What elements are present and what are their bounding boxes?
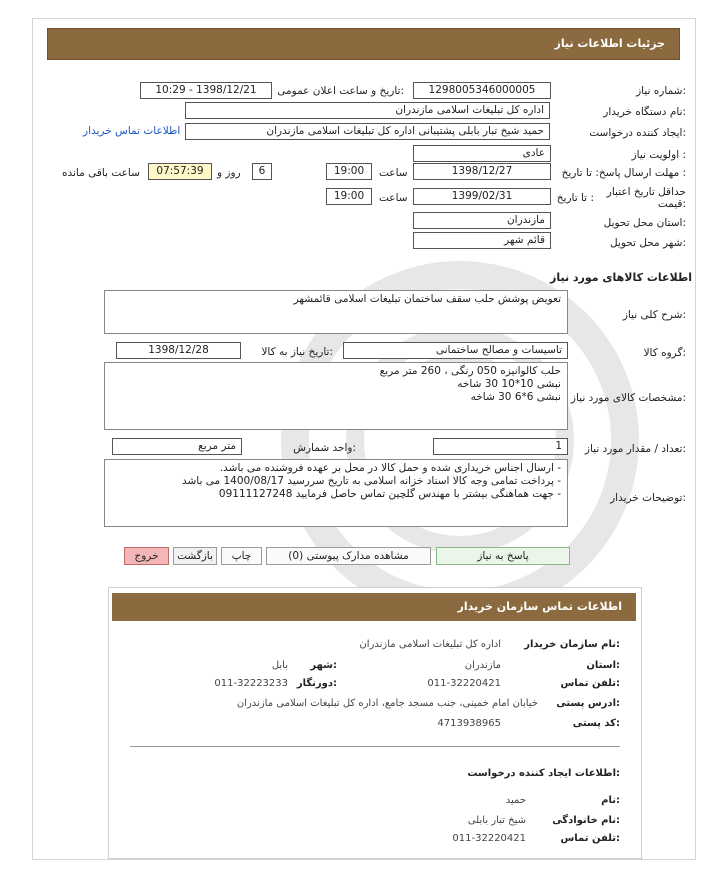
postal-code-label: کد پستی: <box>572 718 620 729</box>
postal-code-value: 4713938965 <box>437 718 501 729</box>
attachments-button[interactable]: مشاهده مدارک پیوستی (0) <box>266 547 431 565</box>
fax-value: 011-32223233 <box>214 678 288 689</box>
address-value: خیابان امام خمینی، جنب مسجد جامع، اداره کل تبلیغات اسلامی مازندران <box>236 698 538 709</box>
city-label: شهر: <box>310 660 337 671</box>
reply-deadline-date: 1398/12/27 <box>413 163 551 180</box>
summary-field: تعویض پوشش حلب سقف ساختمان تبلیغات اسلامی قائمشهر <box>104 290 568 334</box>
price-validity-date-label: تا تاریخ : <box>556 192 594 204</box>
org-name-label: نام سازمان خریدار: <box>524 639 620 650</box>
first-name-value: حمید <box>505 795 526 806</box>
days-label: روز و <box>217 167 241 179</box>
price-validity-time: 19:00 <box>326 188 372 205</box>
delivery-province-label: استان محل تحویل: <box>603 217 686 229</box>
fax-label: دورنگار: <box>296 678 337 689</box>
reply-deadline-time: 19:00 <box>326 163 372 180</box>
announce-datetime-field: 1398/12/21 - 10:29 <box>140 82 272 99</box>
summary-label: شرح کلی نیاز: <box>622 309 686 321</box>
reply-deadline-label: مهلت ارسال پاسخ: تا تاریخ : <box>561 167 686 179</box>
contact-divider <box>130 746 620 747</box>
delivery-city-field: قائم شهر <box>413 232 551 249</box>
address-label: ادرس پستی: <box>556 698 620 709</box>
note-line: - جهت هماهنگی بیشتر با مهندس گلچین تماس حاصل فرمایید 09111127248 <box>218 488 561 500</box>
need-number-label: شماره نیاز: <box>636 85 686 97</box>
unit-label: واحد شمارش: <box>293 442 356 454</box>
price-validity-time-label: ساعت <box>379 192 408 204</box>
phone-value: 011-32220421 <box>427 678 501 689</box>
exit-button[interactable]: خروج <box>124 547 169 565</box>
quantity-label: تعداد / مقدار مورد نیاز: <box>584 443 686 455</box>
creator-phone-label: تلفن تماس: <box>560 833 620 844</box>
goods-group-label: گروه کالا: <box>643 347 686 359</box>
note-line: - ارسال اجناس خریداری شده و حمل کالا در محل بر عهده فروشنده می باشد. <box>219 462 561 474</box>
buyer-org-label: نام دستگاه خریدار: <box>603 106 686 118</box>
contact-header <box>112 593 636 621</box>
goods-group-field: تاسیسات و مصالح ساختمانی <box>343 342 568 359</box>
unit-field: متر مربع <box>112 438 242 455</box>
spec-line: حلب کالوانیزه 050 رنگی ، 260 متر مربع <box>379 365 561 377</box>
page-title: جزئیات اطلاعات نیاز <box>554 37 665 50</box>
price-validity-label: حداقل تاریخ اعتبار قیمت: <box>606 186 686 210</box>
org-name-value: اداره کل تبلیغات اسلامی مازندران <box>359 639 501 650</box>
delivery-province-field: مازندران <box>413 212 551 229</box>
print-button[interactable]: چاپ <box>221 547 262 565</box>
goods-section-title: اطلاعات کالاهای مورد نیاز <box>550 271 692 284</box>
priority-label: اولویت نیاز : <box>631 149 686 161</box>
specs-label: مشخصات کالای مورد نیاز: <box>570 392 686 404</box>
specs-field <box>104 362 568 430</box>
creator-title: اطلاعات ایجاد کننده درخواست: <box>467 768 620 779</box>
province-label: استان: <box>586 660 620 671</box>
buyer-notes-label: توضیحات خریدار: <box>610 492 686 504</box>
remaining-label: ساعت باقی مانده <box>62 167 140 179</box>
need-date-label: تاریخ نیاز به کالا: <box>261 346 333 358</box>
city-value: بابل <box>271 660 288 671</box>
reply-time-label: ساعت <box>379 167 408 179</box>
back-button[interactable]: بازگشت <box>173 547 217 565</box>
days-remaining-field: 6 <box>252 163 272 180</box>
last-name-label: نام خانوادگی: <box>552 815 620 826</box>
requester-field: حمید شیخ تبار بابلی پشتیبانی اداره کل تبلیغات اسلامی مازندران <box>185 123 550 140</box>
announce-datetime-label: تاریخ و ساعت اعلان عمومی: <box>277 85 404 97</box>
spec-line: نبشی 10*10 30 شاخه <box>457 378 561 390</box>
need-date-field: 1398/12/28 <box>116 342 241 359</box>
buyer-notes-field <box>104 459 568 527</box>
requester-label: ایجاد کننده درخواست: <box>589 127 686 139</box>
reply-button[interactable]: پاسخ به نیاز <box>436 547 570 565</box>
phone-label: تلفن تماس: <box>560 678 620 689</box>
creator-phone-value: 011-32220421 <box>452 833 526 844</box>
buyer-contact-link[interactable]: اطلاعات تماس خریدار <box>83 125 181 137</box>
contact-title: اطلاعات تماس سازمان خریدار <box>457 600 622 613</box>
spec-line: نبشی 6*6 30 شاخه <box>470 391 561 403</box>
need-number-field: 1298005346000005 <box>413 82 551 99</box>
first-name-label: نام: <box>601 795 620 806</box>
last-name-value: شیخ تبار بابلی <box>467 815 526 826</box>
province-value: مازندران <box>464 660 501 671</box>
buyer-org-field: اداره کل تبلیغات اسلامی مازندران <box>185 102 550 119</box>
price-validity-date: 1399/02/31 <box>413 188 551 205</box>
delivery-city-label: شهر محل تحویل: <box>609 237 686 249</box>
quantity-field: 1 <box>433 438 568 455</box>
page-header <box>47 28 680 60</box>
remaining-time-field: 07:57:39 <box>148 163 212 180</box>
priority-field: عادی <box>413 145 551 162</box>
note-line: - پرداخت تمامی وجه کالا اسناد خزانه اسلامی به تاریخ سررسید 1400/08/17 می باشد <box>181 475 561 487</box>
